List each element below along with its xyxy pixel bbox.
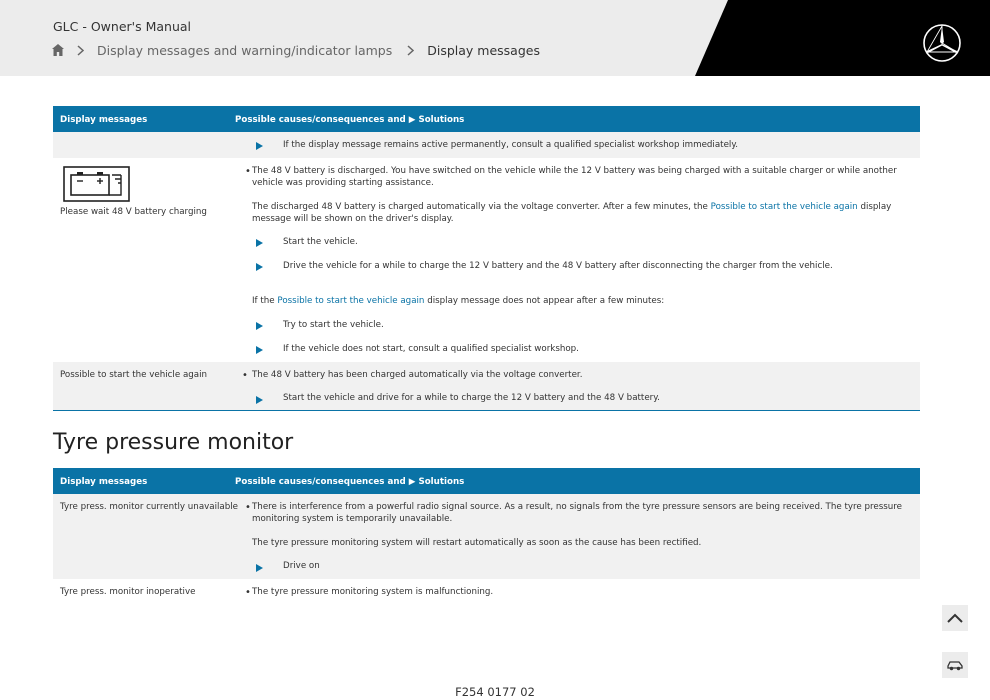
table-row [53,362,920,411]
consequence-text: The tyre pressure monitoring system will restart automatically as soon as the cause has been rectified. [252,538,702,548]
col-header-causes-solutions: Possible causes/consequences and ▶ Solutions [235,115,465,125]
table-row [53,494,920,579]
solution-step: If the vehicle does not start, consult a qualified specialist workshop. [283,344,579,354]
display-message-label[interactable]: Please wait 48 V battery charging [60,207,207,217]
consequence-text: display message does not appear after a few minutes: [427,296,665,306]
tyre-pressure-table [53,468,920,608]
breadcrumb-item-display-messages[interactable]: Display messages [427,42,540,58]
bullet-icon: • [245,502,251,513]
chevron-up-icon [947,613,963,623]
consequence-paragraph [252,295,912,307]
breadcrumb [52,42,540,58]
cause-text: The tyre pressure monitoring system is malfunctioning. [252,587,494,597]
solution-step: Try to start the vehicle. [283,320,384,330]
display-message-link[interactable]: Possible to start the vehicle again [710,202,858,212]
solution-arrow-icon [256,239,263,247]
car-wheel-icon [947,659,963,671]
chevron-right-icon [77,45,84,56]
image-caption: F254 0177 02 [455,685,535,699]
section-title: Tyre pressure monitor [53,430,294,455]
brand-logo-icon[interactable] [922,23,962,63]
consequence-text: If the [252,296,275,306]
table-header [53,106,920,132]
top-header [0,0,990,76]
solution-arrow-icon [256,346,263,354]
bullet-icon: • [245,587,251,598]
display-message-label[interactable]: Tyre press. monitor inoperative [60,587,196,597]
display-message-link[interactable]: Possible to start the vehicle again [277,296,425,306]
battery-charging-icon [63,166,131,203]
bullet-icon: • [245,166,251,177]
cause-text: There is interference from a powerful radio signal source. As a result, no signals from the tyre pressure sensors are being received. The tyre pressure monitoring system is temporarily unavailable. [252,502,902,524]
home-icon[interactable] [52,44,64,56]
solution-arrow-icon [256,396,263,404]
cause-text: The 48 V battery has been charged automatically via the voltage converter. [252,370,583,380]
consequence-text: display message will be shown on the driver's display. [252,202,892,224]
solution-step: Drive on [283,561,320,571]
display-messages-table [53,106,920,412]
breadcrumb-item-display-messages-and-lamps[interactable]: Display messages and warning/indicator lamps [97,42,393,58]
display-message-label[interactable]: Possible to start the vehicle again [60,370,208,380]
app-title: GLC - Owner's Manual [53,19,191,34]
solution-arrow-icon [256,263,263,271]
col-header-display-messages: Display messages [60,477,148,487]
consequence-paragraph [252,201,912,225]
table-header [53,468,920,494]
solution-arrow-icon [256,142,263,150]
consequence-text: The discharged 48 V battery is charged automatically via the voltage converter. After a few minutes, the [252,202,708,212]
solution-arrow-icon [256,564,263,572]
table-row [53,132,920,158]
solution-arrow-icon [256,322,263,330]
scroll-to-top-button[interactable] [942,605,968,631]
solution-step: Start the vehicle and drive for a while to charge the 12 V battery and the 48 V battery. [283,393,660,403]
table-row [53,158,920,362]
display-message-label[interactable]: Tyre press. monitor currently unavailable [60,502,239,512]
solution-step: If the display message remains active permanently, consult a qualified specialist workshop immediately. [283,140,738,150]
col-header-causes-solutions: Possible causes/consequences and ▶ Solutions [235,477,465,487]
solution-step: Start the vehicle. [283,237,358,247]
car-view-button[interactable] [942,652,968,678]
cause-text: The 48 V battery is discharged. You have switched on the vehicle while the 12 V battery was being charged with a suitable charger or while another vehicle was providing starting assistance. [252,166,897,188]
bullet-icon: • [242,370,248,381]
table-row [53,579,920,605]
chevron-right-icon [407,45,414,56]
solution-step: Drive the vehicle for a while to charge the 12 V battery and the 48 V battery after disconnecting the charger from the vehicle. [283,261,833,271]
col-header-display-messages: Display messages [60,115,148,125]
